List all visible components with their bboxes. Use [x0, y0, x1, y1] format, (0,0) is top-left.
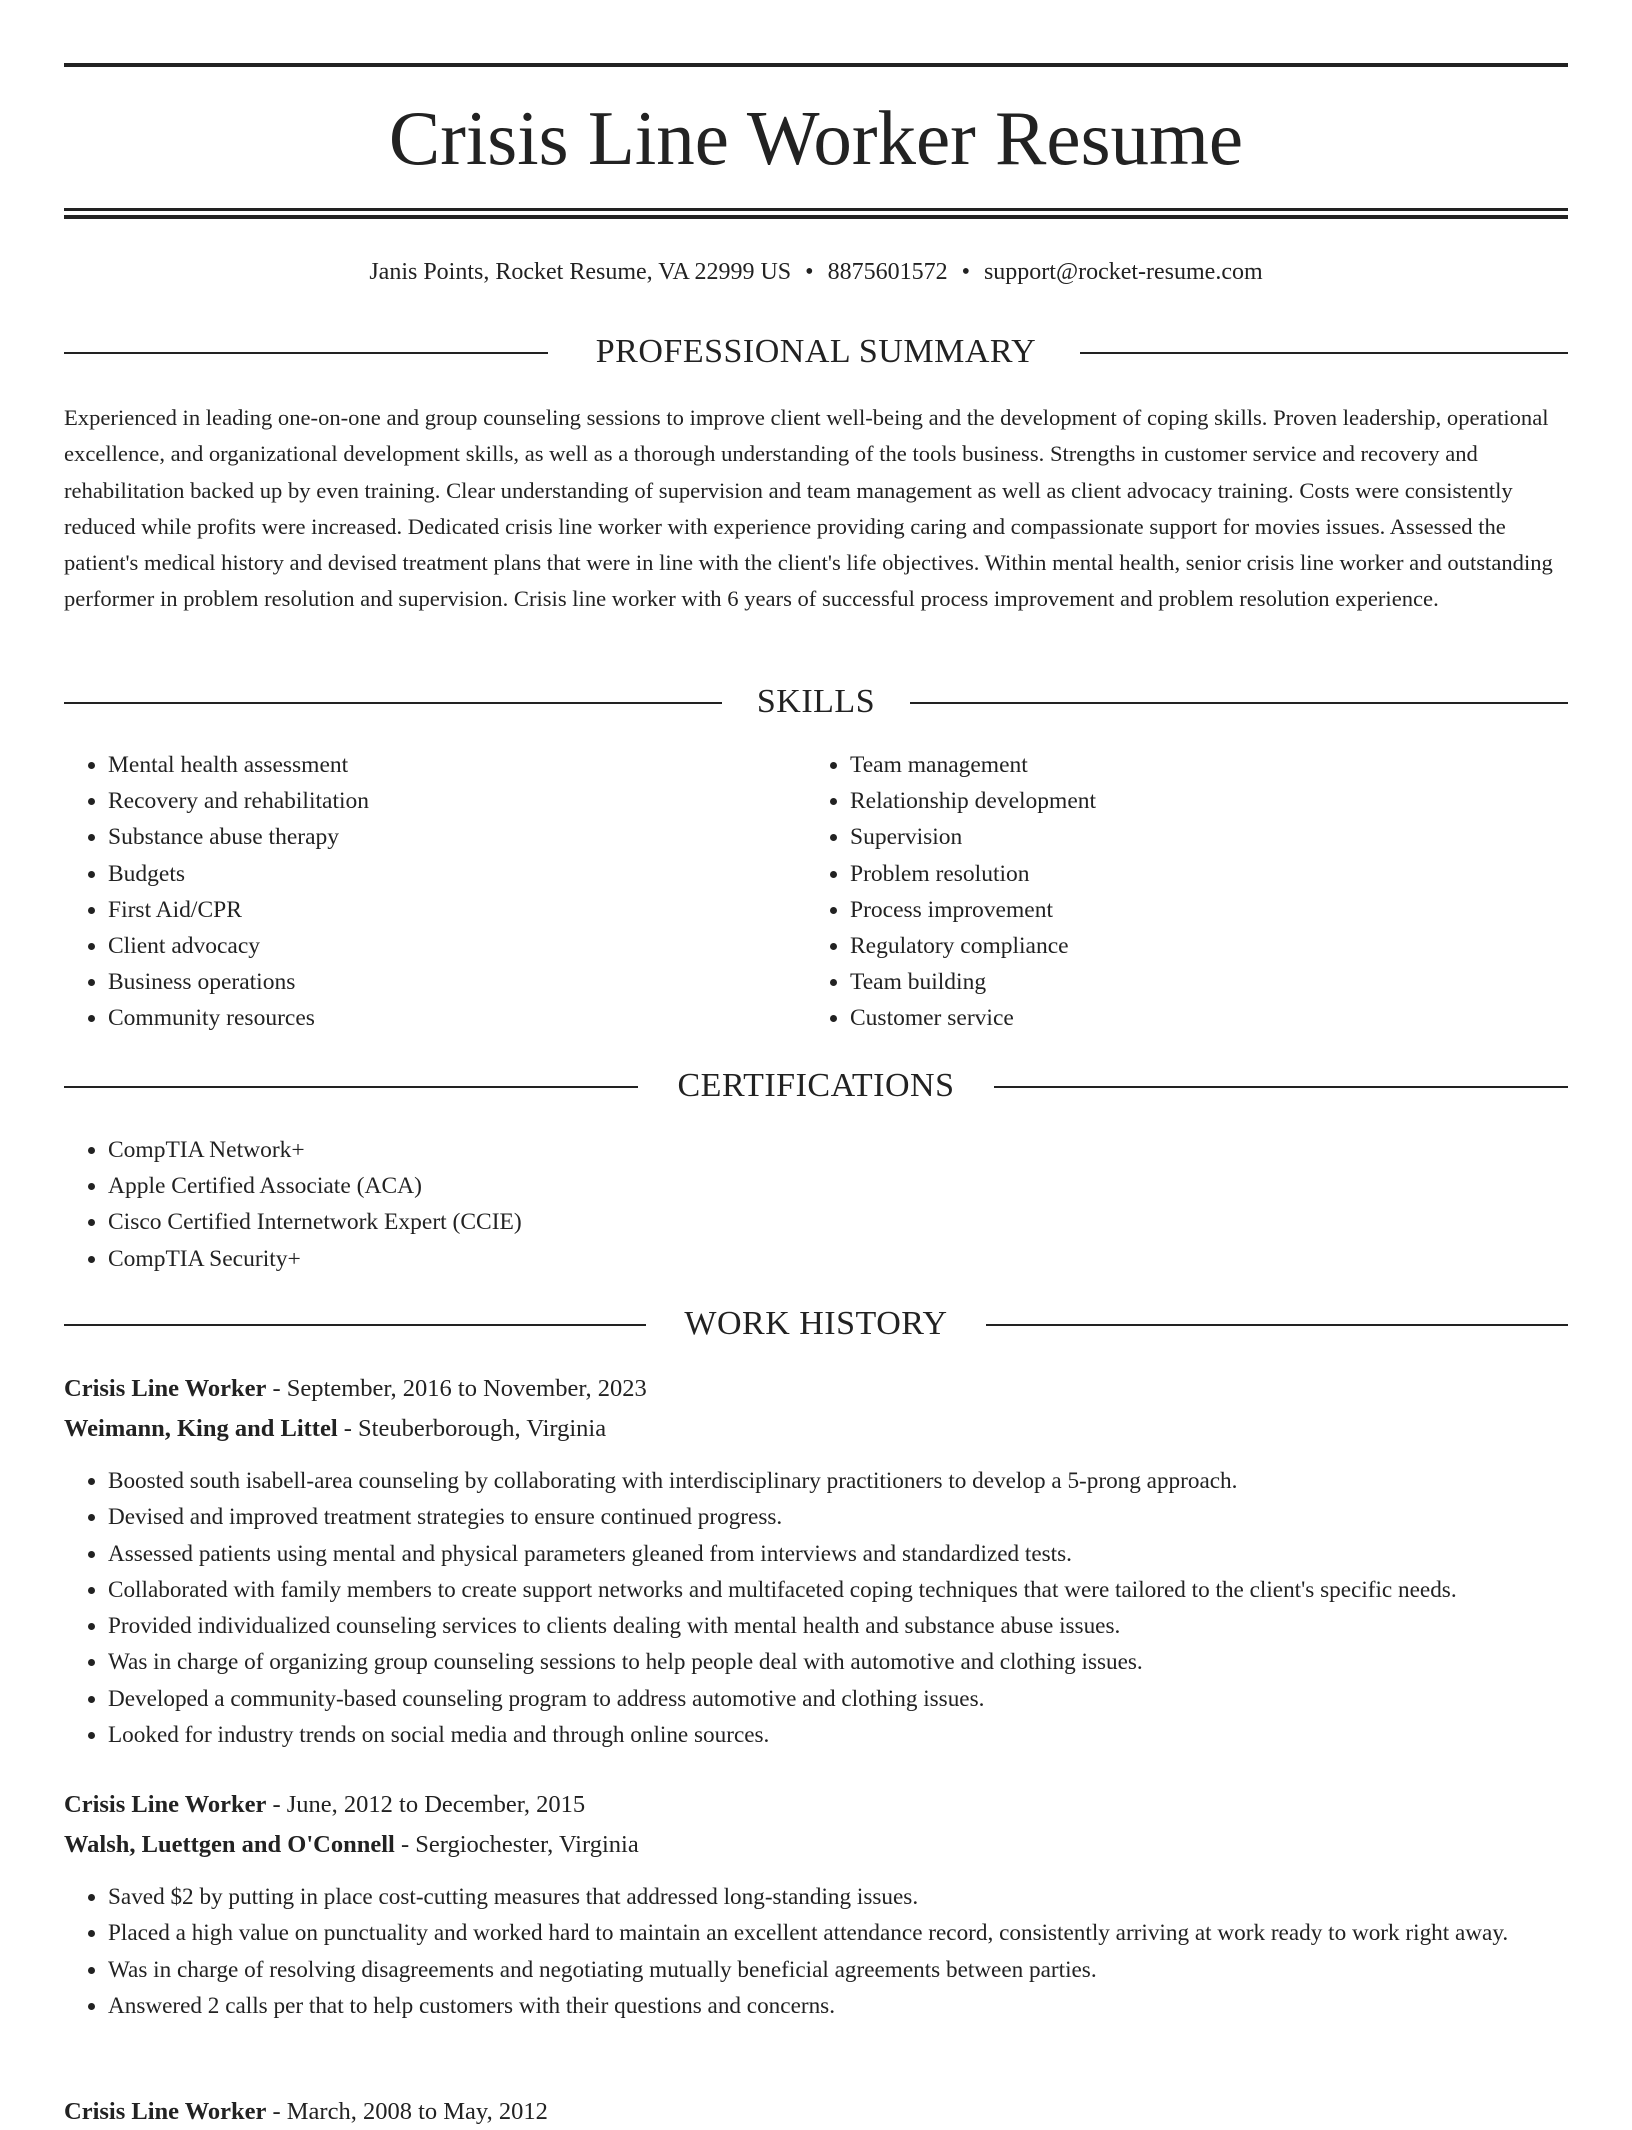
skill-item: • Business operations	[108, 964, 804, 1000]
job-duty-item: • Answered 2 calls per that to help customers with their questions and concerns.	[108, 1988, 1568, 2024]
job-duties	[64, 1879, 1568, 2024]
job-title-line	[64, 2094, 1568, 2130]
top-rule	[64, 63, 1568, 67]
certifications-section	[64, 1132, 1568, 1277]
job-duty-item: • Collaborated with family members to create support networks and multifaceted coping techniques that were tailored to the client's specific needs.	[108, 1572, 1568, 1608]
job-company: Walsh, Luettgen and O'Connell	[64, 1831, 395, 1858]
job-company-line	[64, 1827, 1568, 1863]
summary-heading	[64, 332, 1568, 372]
title-underline-thick	[64, 215, 1568, 219]
skills-heading-label: SKILLS	[756, 683, 876, 720]
job-company-line	[64, 1411, 1568, 1447]
job-title: Crisis Line Worker	[64, 1791, 267, 1818]
job-duty-item: • Saved $2 by putting in place cost-cutting measures that addressed long-standing issues.	[108, 1879, 1568, 1915]
skill-item: • Relationship development	[850, 783, 1566, 819]
work-history-heading	[64, 1304, 1568, 1344]
certifications-list	[64, 1132, 1568, 1277]
job-duty-item: • Was in charge of organizing group counseling sessions to help people deal with automotive and clothing issues.	[108, 1644, 1568, 1680]
resume-title: Crisis Line Worker Resume	[388, 95, 1244, 181]
job-duty-item: • Developed a community-based counseling program to address automotive and clothing issues.	[108, 1681, 1568, 1717]
certification-item: • CompTIA Network+	[108, 1132, 1568, 1168]
skill-item: • Client advocacy	[108, 928, 804, 964]
job-title: Crisis Line Worker	[64, 2098, 267, 2125]
heading-rule-right	[986, 1324, 1568, 1326]
skill-item: • Customer service	[850, 1000, 1566, 1036]
skills-heading	[64, 682, 1568, 722]
job-duty-item: • Assessed patients using mental and physical parameters gleaned from interviews and standardized tests.	[108, 1536, 1568, 1572]
job-title-line	[64, 1787, 1568, 1823]
work-history-heading-label: WORK HISTORY	[684, 1305, 948, 1342]
summary-heading-label: PROFESSIONAL SUMMARY	[595, 333, 1037, 370]
job-duties-list	[64, 1463, 1568, 1753]
job-duty-item: • Looked for industry trends on social media and through online sources.	[108, 1717, 1568, 1753]
skill-item: • Regulatory compliance	[850, 928, 1566, 964]
heading-rule-right	[1080, 352, 1568, 354]
job-duty-item: • Devised and improved treatment strategies to ensure continued progress.	[108, 1499, 1568, 1535]
summary-text: Experienced in leading one-on-one and group counseling sessions to improve client well-being and the development of coping skills. Proven leadership, operational excellence, and organizational development skills, as well as a thorough understanding of the tools business. Strengths in customer service and recovery and rehabilitation backed up by even training. Clear understanding of supervision and team management as well as client advocacy training. Costs were consistently reduced while profits were increased. Dedicated crisis line worker with experience providing caring and compassionate support for movies issues. Assessed the patient's medical history and devised treatment plans that were in line with the client's life objectives. Within mental health, senior crisis line worker and outstanding performer in problem resolution and supervision. Crisis line worker with 6 years of successful process improvement and problem resolution experience.	[64, 405, 1553, 612]
contact-phone: 8875601572	[827, 259, 948, 285]
skills-column-right	[806, 747, 1566, 1037]
skills-list-left	[64, 747, 804, 1037]
skill-item: • Budgets	[108, 856, 804, 892]
heading-rule-right	[910, 702, 1568, 704]
skill-item: • Supervision	[850, 819, 1566, 855]
certification-item: • Apple Certified Associate (ACA)	[108, 1168, 1568, 1204]
certifications-heading	[64, 1066, 1568, 1106]
certification-item: • Cisco Certified Internetwork Expert (CCIE)	[108, 1204, 1568, 1240]
job-location: - Steuberborough, Virginia	[337, 1415, 607, 1442]
job-location: - Sergiochester, Virginia	[394, 1831, 639, 1858]
skill-item: • Team building	[850, 964, 1566, 1000]
job-dates: - September, 2016 to November, 2023	[266, 1375, 647, 1402]
certifications-heading-label: CERTIFICATIONS	[677, 1067, 955, 1104]
skill-item: • Team management	[850, 747, 1566, 783]
job-title: Crisis Line Worker	[64, 1375, 267, 1402]
skill-item: • Problem resolution	[850, 856, 1566, 892]
job-dates: - June, 2012 to December, 2015	[266, 1791, 586, 1818]
skill-item: • Community resources	[108, 1000, 804, 1036]
job-dates: - March, 2008 to May, 2012	[266, 2098, 548, 2125]
job-duty-item: • Was in charge of resolving disagreements and negotiating mutually beneficial agreements between parties.	[108, 1952, 1568, 1988]
skill-item: • Mental health assessment	[108, 747, 804, 783]
skill-item: • Substance abuse therapy	[108, 819, 804, 855]
contact-line	[64, 254, 1568, 290]
certification-item: • CompTIA Security+	[108, 1241, 1568, 1277]
job-duties-list	[64, 1879, 1568, 2024]
skill-item: • First Aid/CPR	[108, 892, 804, 928]
job-duty-item: • Provided individualized counseling services to clients dealing with mental health and substance abuse issues.	[108, 1608, 1568, 1644]
job-duty-item: • Placed a high value on punctuality and worked hard to maintain an excellent attendance record, consistently arriving at work ready to work right away.	[108, 1915, 1568, 1951]
job-title-line	[64, 1371, 1568, 1407]
skills-list-right	[806, 747, 1566, 1037]
skills-column-left	[64, 747, 804, 1037]
heading-rule-right	[994, 1086, 1568, 1088]
contact-address: Janis Points, Rocket Resume, VA 22999 US	[369, 259, 792, 285]
skill-item: • Recovery and rehabilitation	[108, 783, 804, 819]
skill-item: • Process improvement	[850, 892, 1566, 928]
job-duties	[64, 1463, 1568, 1753]
job-duty-item: • Boosted south isabell-area counseling by collaborating with interdisciplinary practitioners to develop a 5-prong approach.	[108, 1463, 1568, 1499]
contact-separator: •	[961, 259, 970, 285]
contact-separator: •	[805, 259, 814, 285]
job-company: Weimann, King and Littel	[64, 1415, 338, 1442]
contact-email: support@rocket-resume.com	[983, 259, 1263, 285]
title-underline-thin	[64, 208, 1568, 211]
